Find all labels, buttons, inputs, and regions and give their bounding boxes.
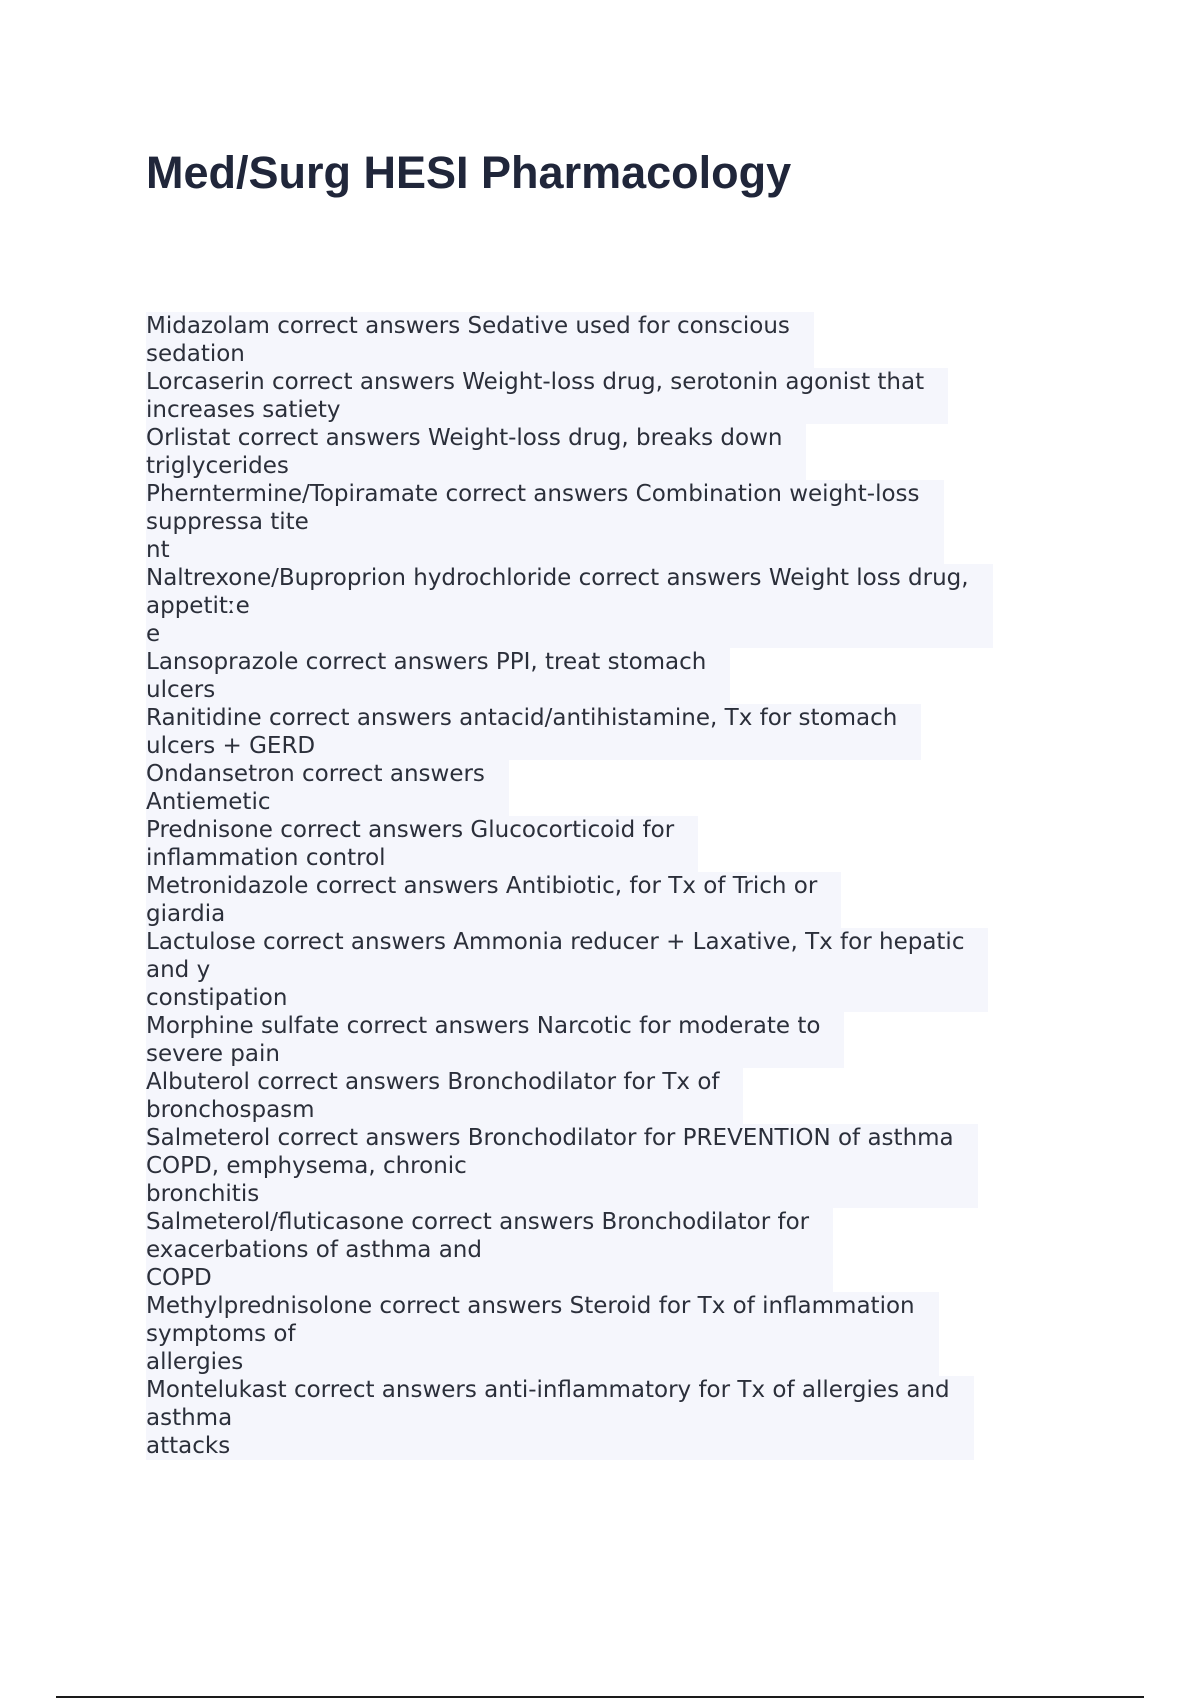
entry-phentermine-topiramate: Pherntermine/Topiramate correct answers Combination weight-loss suppressa tite nt [146, 480, 944, 564]
entry-prednisone: Prednisone correct answers Glucocorticoid for inflammation control [146, 816, 698, 872]
entry-list [146, 312, 1096, 1460]
entry-morphine-sulfate: Morphine sulfate correct answers Narcotic for moderate to severe pain [146, 1012, 844, 1068]
entry-lactulose: Lactulose correct answers Ammonia reducer + Laxative, Tx for hepatic and y constipation [146, 928, 988, 1012]
entry-ranitidine: Ranitidine correct answers antacid/antihistamine, Tx for stomach ulcers + GERD [146, 704, 921, 760]
entry-lansoprazole: Lansoprazole correct answers PPI, treat stomach ulcers [146, 648, 730, 704]
entry-salmeterol-fluticasone: Salmeterol/fluticasone correct answers Bronchodilator for exacerbations of asthma and COPD [146, 1208, 833, 1292]
entry-montelukast: Montelukast correct answers anti-inflammatory for Tx of allergies and asthma attacks [146, 1376, 974, 1460]
page-title: Med/Surg HESI Pharmacology [146, 147, 792, 198]
footer-divider [56, 1696, 1144, 1698]
entry-albuterol: Albuterol correct answers Bronchodilator for Tx of bronchospasm [146, 1068, 743, 1124]
entry-orlistat: Orlistat correct answers Weight-loss drug, breaks down triglycerides [146, 424, 806, 480]
entry-ondansetron: Ondansetron correct answers Antiemetic [146, 760, 509, 816]
entry-lorcaserin: Lorcaserin correct answers Weight-loss drug, serotonin agonist that increases satiety [146, 368, 948, 424]
entry-methylprednisolone: Methylprednisolone correct answers Steroid for Tx of inflammation symptoms of allergies [146, 1292, 939, 1376]
entry-naltrexone-bupropion: Naltrexone/Buproprion hydrochloride correct answers Weight loss drug, appetitːe e [146, 564, 993, 648]
entry-salmeterol: Salmeterol correct answers Bronchodilator for PREVENTION of asthma COPD, emphysema, chronic bronchitis [146, 1124, 978, 1208]
entry-midazolam: Midazolam correct answers Sedative used for conscious sedation [146, 312, 814, 368]
entry-metronidazole: Metronidazole correct answers Antibiotic, for Tx of Trich or giardia [146, 872, 841, 928]
